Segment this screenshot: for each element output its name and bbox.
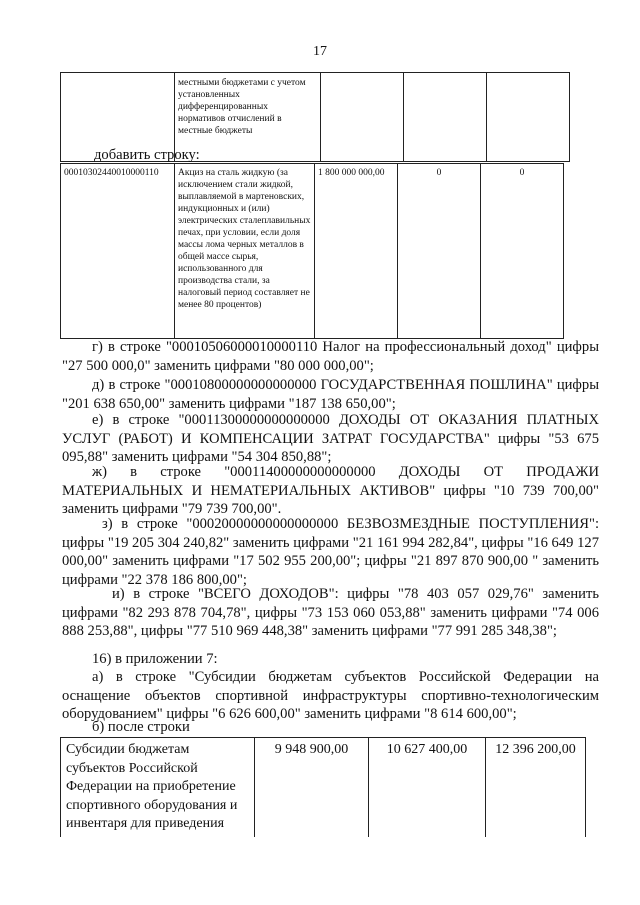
page-number: 17	[313, 44, 327, 59]
paragraph-16: 16) в приложении 7:	[92, 651, 218, 667]
paragraph-a: а) в строке "Субсидии бюджетам субъектов Российской Федерации на оснащение объектов спортивной инфраструктуры спортивно-технологическим оборудованием" цифры "6 626 600,00" заменить цифрами "8 614 600,00";	[62, 669, 599, 722]
added-row-value-1: 1 800 000 000,00	[315, 164, 398, 339]
value-cell-3	[487, 73, 570, 162]
paragraph-b: б) после строки	[92, 719, 190, 735]
paragraph-i: и) в строке "ВСЕГО ДОХОДОВ": цифры "78 403 057 029,76" заменить цифрами "82 293 878 704,78", цифры "73 153 060 053,88" заменить цифрами "74 006 888 253,88", цифры "77 510 969 448,38" заменить цифрами "77 991 285 348,38";	[62, 586, 599, 639]
added-row-name: Акциз на сталь жидкую (за исключением стали жидкой, выплавляемой в мартеновских, индукционных и (или) электрических сталеплавильных печах, при условии, если доля массы лома черных металлов в общей массе сырья, использованного для производства стали, за налоговый период составляет не менее 80 процентов)	[175, 164, 315, 339]
subsidy-value-3: 12 396 200,00	[486, 738, 586, 838]
paragraph-e: е) в строке "00011300000000000000 ДОХОДЫ ОТ ОКАЗАНИЯ ПЛАТНЫХ УСЛУГ (РАБОТ) И КОМПЕНСАЦИИ ЗАТРАТ ГОСУДАРСТВА" цифры "53 675 095,88" заменить цифрами "54 304 850,88";	[62, 412, 599, 465]
subsidy-value-2: 10 627 400,00	[369, 738, 486, 838]
value-cell-1	[321, 73, 404, 162]
added-row-code: 00010302440010000110	[61, 164, 175, 339]
page-bottom	[0, 837, 640, 905]
paragraph-g: г) в строке "00010506000010000110 Налог на профессиональный доход" цифры "27 500 000,0" заменить цифрами "80 000 000,00";	[62, 339, 599, 374]
added-row-value-3: 0	[481, 164, 564, 339]
subsidy-value-1: 9 948 900,00	[255, 738, 369, 838]
paragraph-zh: ж) в строке "00011400000000000000 ДОХОДЫ ОТ ПРОДАЖИ МАТЕРИАЛЬНЫХ И НЕМАТЕРИАЛЬНЫХ АКТИВОВ" цифры "10 739 700,00" заменить цифрами "79 739 700,00".	[62, 464, 599, 517]
add-row-label: добавить строку:	[94, 147, 200, 163]
added-row-table	[60, 163, 564, 339]
added-row-value-2: 0	[398, 164, 481, 339]
name-cell: местными бюджетами с учетом установленных дифференцированных нормативов отчислений в местные бюджеты	[175, 73, 321, 162]
subsidy-table	[60, 737, 586, 838]
value-cell-2	[404, 73, 487, 162]
subsidy-name: Субсидии бюджетам субъектов Российской Федерации на приобретение спортивного оборудования и инвентаря для приведения	[61, 738, 255, 838]
paragraph-z: з) в строке "00020000000000000000 БЕЗВОЗМЕЗДНЫЕ ПОСТУПЛЕНИЯ": цифры "19 205 304 240,82" заменить цифрами "21 161 994 282,84", цифры "16 649 127 000,00" заменить цифрами "17 502 955 200,00"; цифры "21 897 870 900,00 " заменить цифрами "22 378 186 800,00";	[62, 516, 599, 588]
paragraph-d: д) в строке "00010800000000000000 ГОСУДАРСТВЕННАЯ ПОШЛИНА" цифры "201 638 650,00" заменить цифрами "187 138 650,00";	[62, 377, 599, 412]
